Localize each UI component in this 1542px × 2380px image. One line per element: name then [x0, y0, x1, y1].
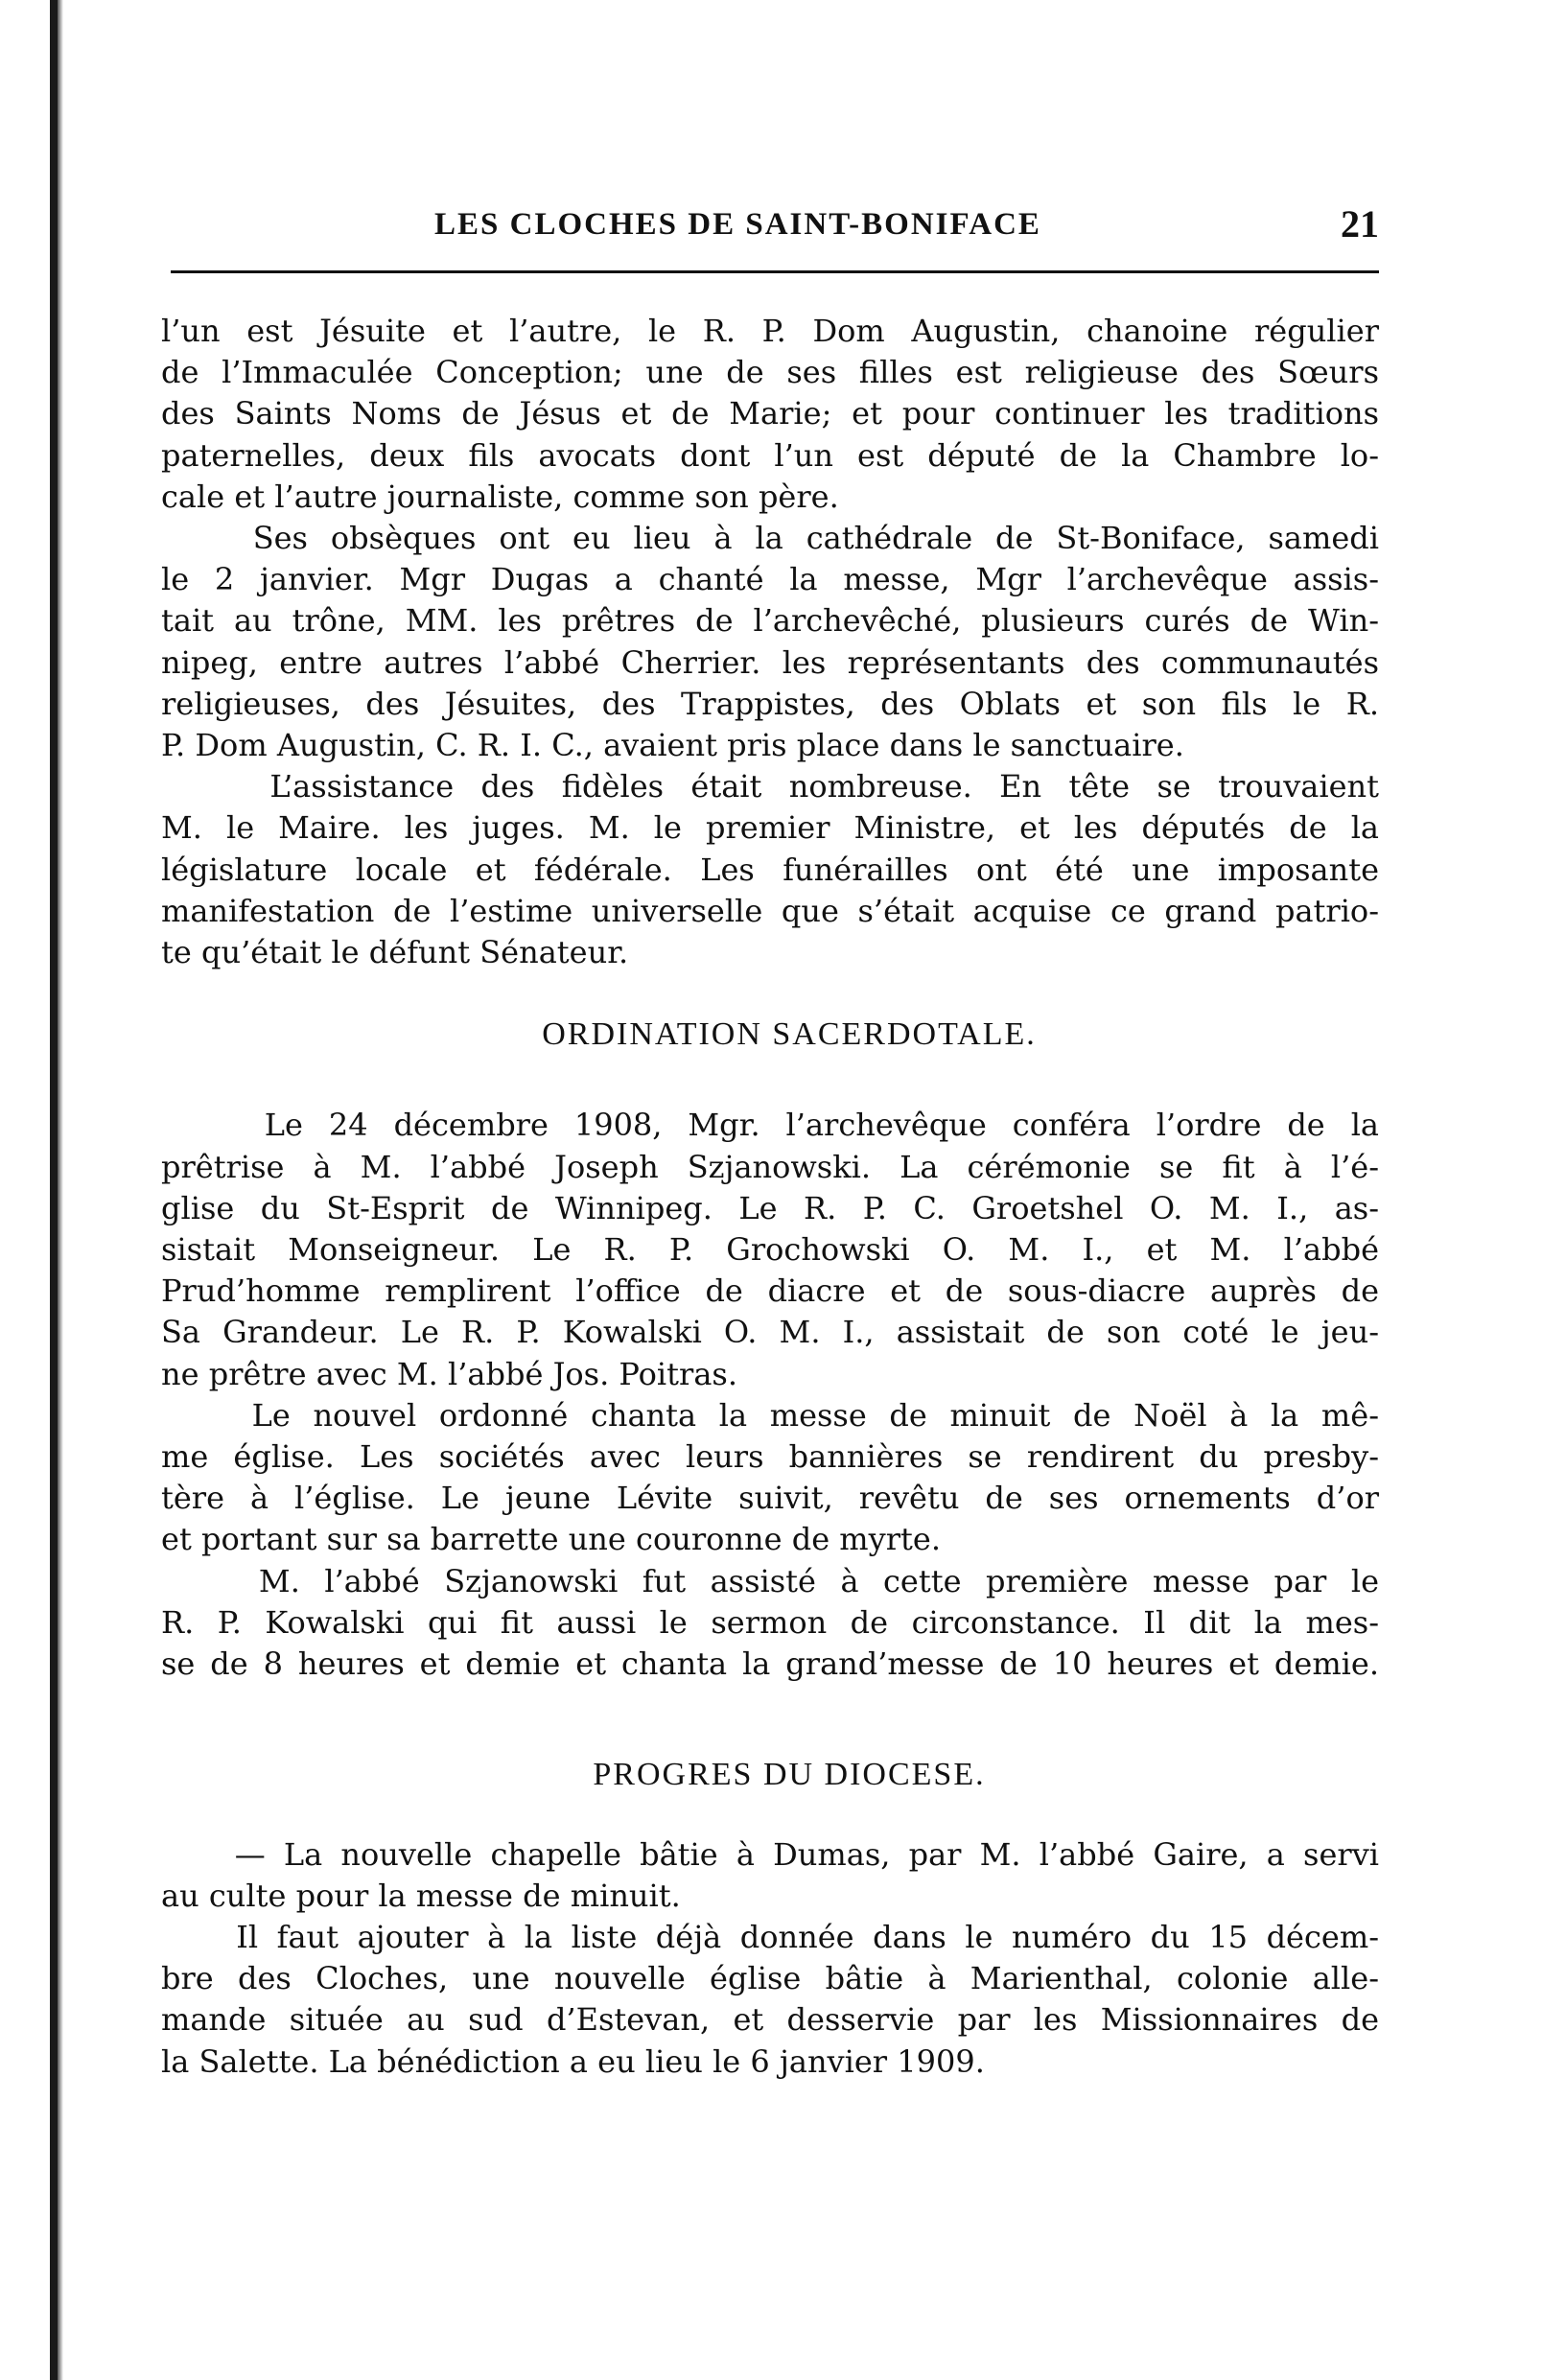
text-line: prêtrise à M. l’abbé Joseph Szjanowski. La cérémonie se fit à l’é-	[161, 1148, 1379, 1185]
text-line: L’assistance des fidèles était nombreuse. En tête se trouvaient	[161, 768, 1379, 805]
text-line: manifestation de l’estime universelle que s’était acquise ce grand patrio-	[161, 892, 1379, 929]
progres-section	[161, 1754, 1379, 2082]
text-line: se de 8 heures et demie et chanta la grand’messe de 10 heures et demie.	[161, 1645, 1379, 1683]
text-line: législature locale et fédérale. Les funérailles ont été une imposante	[161, 851, 1379, 888]
text-line: P. Dom Augustin, C. R. I. C., avaient pris place dans le sanctuaire.	[161, 727, 1184, 764]
section-title-ordination: ORDINATION SACERDOTALE.	[542, 1016, 1037, 1053]
text-line: des Saints Noms de Jésus et de Marie; et pour continuer les traditions	[161, 395, 1379, 432]
running-title: LES CLOCHES DE SAINT-BONIFACE	[434, 207, 1041, 242]
text-line: mande située au sud d’Estevan, et desservie par les Missionnaires de	[161, 2001, 1379, 2039]
text-line: tait au trône, MM. les prêtres de l’archevêché, plusieurs curés de Win-	[161, 602, 1379, 640]
text-line: paternelles, deux fils avocats dont l’un est député de la Chambre lo-	[161, 436, 1379, 474]
text-line: Il faut ajouter à la liste déjà donnée dans le numéro du 15 décem-	[161, 1918, 1379, 1955]
text-line: ne prêtre avec M. l’abbé Jos. Poitras.	[161, 1355, 737, 1392]
page-number: 21	[1341, 202, 1379, 245]
ordination-text	[161, 1105, 1379, 1685]
text-line: cale et l’autre journaliste, comme son père.	[161, 478, 839, 515]
section-title-progres: PROGRES DU DIOCESE.	[593, 1757, 986, 1793]
page-binding-shadow	[58, 0, 63, 2380]
header-rule	[171, 270, 1379, 273]
text-line: me église. Les sociétés avec leurs bannières se rendirent du presby-	[161, 1438, 1379, 1476]
text-line: sistait Monseigneur. Le R. P. Grochowski O. M. I., et M. l’abbé	[161, 1231, 1379, 1269]
text-line: le 2 janvier. Mgr Dugas a chanté la messe, Mgr l’archevêque assis-	[161, 561, 1379, 598]
text-line: nipeg, entre autres l’abbé Cherrier. les représentants des communautés	[161, 643, 1379, 681]
document-page	[161, 201, 1379, 2083]
text-line: tère à l’église. Le jeune Lévite suivit, revêtu de ses ornements d’or	[161, 1480, 1379, 1517]
text-line: Sa Grandeur. Le R. P. Kowalski O. M. I., assistait de son coté le jeu-	[161, 1314, 1379, 1351]
text-line: Ses obsèques ont eu lieu à la cathédrale de St-Boniface, samedi	[161, 520, 1379, 557]
text-line: — La nouvelle chapelle bâtie à Dumas, par M. l’abbé Gaire, a servi	[161, 1835, 1379, 1873]
text-line: l’un est Jésuite et l’autre, le R. P. Dom Augustin, chanoine régulier	[161, 313, 1379, 349]
text-line: Le nouvel ordonné chanta la messe de minuit de Noël à la mê-	[161, 1396, 1379, 1434]
text-line: au culte pour la messe de minuit.	[161, 1877, 681, 1914]
page-binding-edge	[50, 0, 58, 2380]
text-line: bre des Cloches, une nouvelle église bâtie à Marienthal, colonie alle-	[161, 1960, 1379, 1997]
ordination-section	[161, 1014, 1379, 1685]
text-line: Prud’homme remplirent l’office de diacre et de sous-diacre auprès de	[161, 1272, 1379, 1310]
text-line: R. P. Kowalski qui fit aussi le sermon de circonstance. Il dit la mes-	[161, 1603, 1379, 1641]
intro-text	[161, 311, 1379, 973]
progres-text	[161, 1834, 1379, 2083]
text-line: religieuses, des Jésuites, des Trappistes, des Oblats et son fils le R.	[161, 685, 1379, 722]
text-line: la Salette. La bénédiction a eu lieu le 6 janvier 1909.	[161, 2042, 985, 2080]
text-line: te qu’était le défunt Sénateur.	[161, 934, 629, 971]
text-line: de l’Immaculée Conception; une de ses filles est religieuse des Sœurs	[161, 354, 1379, 391]
text-line: glise du St-Esprit de Winnipeg. Le R. P. C. Groetshel O. M. I., as-	[161, 1189, 1379, 1226]
text-line: Le 24 décembre 1908, Mgr. l’archevêque conféra l’ordre de la	[161, 1107, 1379, 1144]
text-line: et portant sur sa barrette une couronne de myrte.	[161, 1521, 941, 1558]
text-line: M. le Maire. les juges. M. le premier Ministre, et les députés de la	[161, 809, 1379, 847]
page-header	[161, 201, 1379, 261]
text-line: M. l’abbé Szjanowski fut assisté à cette première messe par le	[161, 1562, 1379, 1599]
